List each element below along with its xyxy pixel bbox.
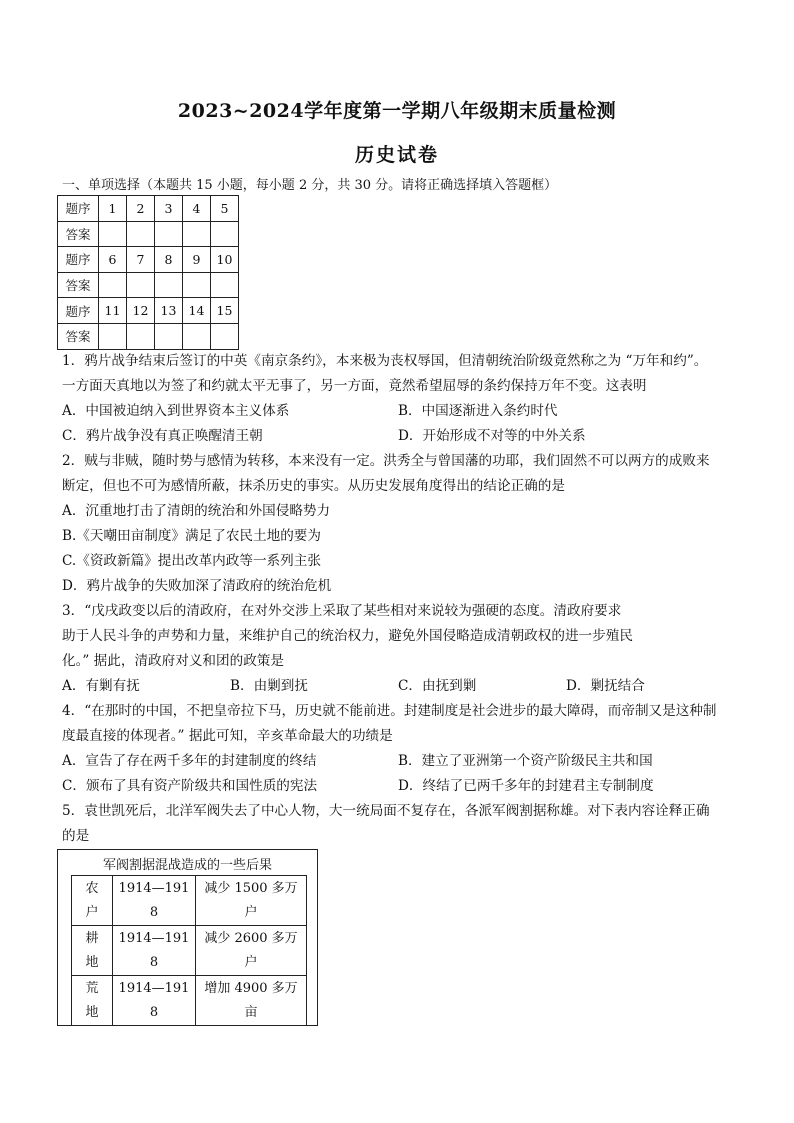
grid-number-cell: 13 (155, 298, 183, 324)
table-row (72, 926, 307, 976)
warlord-consequences-table (71, 875, 307, 1026)
q1-option-a[interactable]: A．中国被迫纳入到世界资本主义体系 (62, 403, 290, 419)
section-heading: 一、单项选择（本题共 15 小题，每小题 2 分，共 30 分。请将正确选择填入答题框） (62, 178, 558, 193)
answer-grid-answer-row (58, 323, 239, 349)
q2-option-d[interactable]: D．鸦片战争的失败加深了清政府的统治危机 (62, 578, 332, 594)
cell-text: 1914—191 (118, 980, 190, 996)
q4-option-d[interactable]: D．终结了已两千多年的封建君主专制制度 (398, 778, 654, 794)
grid-number-cell: 3 (155, 196, 183, 222)
answer-cell[interactable] (211, 221, 239, 247)
answer-cell[interactable] (155, 272, 183, 298)
q1-stem-line: 一方面天真地以为签了和约就太平无事了，另一方面，竟然希望屈辱的条约保持万年不变。这表明 (62, 378, 647, 394)
grid-label-number: 题序 (58, 298, 99, 324)
answer-grid-number-row (58, 196, 239, 222)
q3-stem-line: 3．“戊戌政变以后的清政府，在对外交涉上采取了某些相对来说较为强硬的态度。清政府要求 (62, 603, 622, 619)
q4-option-b[interactable]: B．建立了亚洲第一个资产阶级民主共和国 (398, 753, 653, 769)
grid-number-cell: 15 (211, 298, 239, 324)
cell-text: 户 (85, 904, 99, 920)
answer-cell[interactable] (183, 221, 211, 247)
cell-text: 地 (85, 954, 99, 970)
table-cell-category (72, 976, 113, 1026)
answer-cell[interactable] (155, 323, 183, 349)
answer-grid-answer-row (58, 272, 239, 298)
q1-stem-line: 1．鸦片战争结束后签订的中英《南京条约》，本来极为丧权辱国，但清朝统治阶级竟然称之为 “万年和约”。 (62, 353, 708, 369)
cell-text: 8 (149, 1004, 159, 1020)
q3-stem-line: 助于人民斗争的声势和力量，来维护自己的统治权力，避免外国侵略造成清朝政权的进一步殖民 (62, 628, 633, 644)
table-cell-change (196, 926, 307, 976)
grid-label-answer: 答案 (58, 221, 99, 247)
answer-cell[interactable] (183, 323, 211, 349)
cell-text: 减少 2600 多万 (204, 930, 298, 946)
table-cell-years (113, 876, 196, 926)
q2-option-c[interactable]: C.《资政新篇》提出改革内政等一系列主张 (62, 553, 321, 569)
grid-number-cell: 9 (183, 247, 211, 273)
cell-text: 增加 4900 多万 (204, 980, 298, 996)
grid-number-cell: 12 (127, 298, 155, 324)
q1-option-d[interactable]: D．开始形成不对等的中外关系 (398, 428, 586, 444)
exam-title: 2023~2024学年度第一学期八年级期末质量检测 (177, 100, 617, 122)
grid-label-answer: 答案 (58, 272, 99, 298)
answer-cell[interactable] (211, 323, 239, 349)
q2-option-a[interactable]: A．沉重地打击了清朗的统治和外国侵略势力 (62, 503, 331, 519)
cell-text: 地 (85, 1004, 99, 1020)
q4-stem-line: 4．“在那时的中国，不把皇帝拉下马，历史就不能前进。封建制度是社会进步的最大障碍，而帝制又是这种制 (62, 703, 717, 719)
q3-option-b[interactable]: B．由剿到抚 (230, 678, 308, 694)
q4-option-a[interactable]: A．宣告了存在两千多年的封建制度的终结 (62, 753, 317, 769)
table-cell-category (72, 876, 113, 926)
q5-stem-line: 5．袁世凯死后，北洋军阀失去了中心人物，大一统局面不复存在，各派军阀割据称雄。对下表内容诠释正确 (62, 803, 710, 819)
table-cell-change (196, 876, 307, 926)
cell-text: 亩 (244, 1004, 258, 1020)
table-cell-change (196, 976, 307, 1026)
table-cell-category (72, 926, 113, 976)
answer-cell[interactable] (127, 272, 155, 298)
table-row (72, 876, 307, 926)
q5-stem-line: 的是 (62, 828, 90, 844)
q2-stem-line: 2．贼与非贼，随时势与感情为转移，本来没有一定。洪秀全与曾国藩的功耶，我们固然不可以两方的成败来 (62, 453, 710, 469)
table-cell-years (113, 976, 196, 1026)
exam-subtitle: 历史试卷 (354, 144, 439, 166)
q1-option-c[interactable]: C．鸦片战争没有真正唤醒清王朝 (62, 428, 263, 444)
answer-grid-answer-row (58, 221, 239, 247)
answer-cell[interactable] (127, 221, 155, 247)
q4-option-c[interactable]: C．颁布了具有资产阶级共和国性质的宪法 (62, 778, 318, 794)
q2-option-b[interactable]: B.《天嘲田亩制度》满足了农民土地的要为 (62, 528, 321, 544)
answer-cell[interactable] (211, 272, 239, 298)
grid-number-cell: 8 (155, 247, 183, 273)
grid-number-cell: 14 (183, 298, 211, 324)
answer-cell[interactable] (99, 272, 127, 298)
cell-text: 减少 1500 多万 (204, 880, 298, 896)
answer-cell[interactable] (99, 323, 127, 349)
cell-text: 户 (244, 904, 258, 920)
grid-number-cell: 11 (99, 298, 127, 324)
grid-number-cell: 7 (127, 247, 155, 273)
answer-cell[interactable] (155, 221, 183, 247)
grid-number-cell: 6 (99, 247, 127, 273)
q3-option-a[interactable]: A．有剿有抚 (62, 678, 140, 694)
q3-option-c[interactable]: C．由抚到剿 (398, 678, 477, 694)
grid-number-cell: 10 (211, 247, 239, 273)
q1-option-b[interactable]: B．中国逐渐进入条约时代 (398, 403, 558, 419)
q3-option-d[interactable]: D．剿抚结合 (566, 678, 645, 694)
answer-grid (57, 195, 239, 350)
cell-text: 8 (149, 904, 159, 920)
cell-text: 户 (244, 954, 258, 970)
grid-label-number: 题序 (58, 196, 99, 222)
cell-text: 1914—191 (118, 930, 190, 946)
cell-text: 1914—191 (118, 880, 190, 896)
table-cell-years (113, 926, 196, 976)
grid-label-number: 题序 (58, 247, 99, 273)
grid-label-answer: 答案 (58, 323, 99, 349)
cell-text: 农 (85, 880, 99, 896)
answer-cell[interactable] (127, 323, 155, 349)
q3-stem-line: 化。” 据此，清政府对义和团的政策是 (62, 653, 284, 669)
answer-grid-number-row (58, 298, 239, 324)
cell-text: 耕 (85, 930, 99, 946)
cell-text: 8 (149, 954, 159, 970)
answer-cell[interactable] (183, 272, 211, 298)
warlord-consequences-box (57, 849, 318, 1026)
grid-number-cell: 5 (211, 196, 239, 222)
warlord-table-caption: 军阀割据混战造成的一些后果 (102, 858, 272, 873)
answer-cell[interactable] (99, 221, 127, 247)
cell-text: 荒 (85, 980, 99, 996)
q4-stem-line: 度最直接的体现者。” 据此可知，辛亥革命最大的功绩是 (62, 728, 393, 744)
table-row (72, 976, 307, 1026)
grid-number-cell: 1 (99, 196, 127, 222)
answer-grid-number-row (58, 247, 239, 273)
grid-number-cell: 4 (183, 196, 211, 222)
grid-number-cell: 2 (127, 196, 155, 222)
q2-stem-line: 断定，但也不可为感情所蔽，抹杀历史的事实。从历史发展角度得出的结论正确的是 (62, 478, 565, 494)
